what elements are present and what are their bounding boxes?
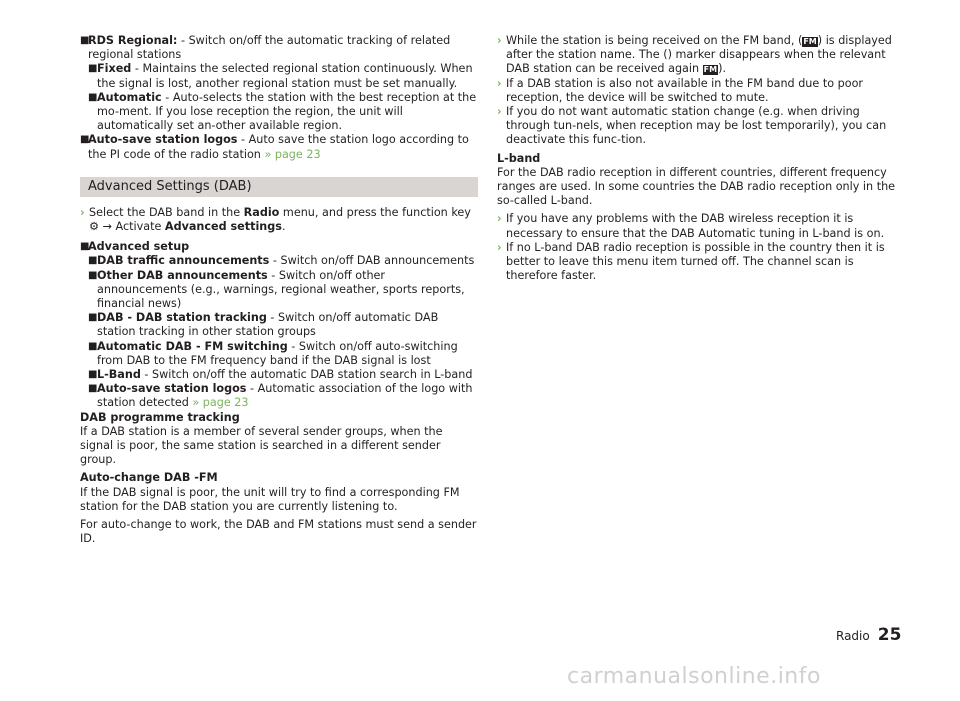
autochange-note: For auto-change to work, the DAB and FM stations must send a sender ID. — [80, 518, 477, 546]
instruction-step: › If you do not want automatic station change (e.g. when driving through tun-nels, when reception may be lost temporarily), you can deactivate this func-tion. — [497, 105, 887, 147]
list-item: ■ Auto-save station logos - Auto save the station logo according to the PI code of the radio station » page 23 — [80, 133, 469, 161]
arrow-icon: › — [497, 240, 502, 254]
instruction-step: › If a DAB station is also not available in the FM band due to poor reception, the device will be switched to mute. — [497, 76, 864, 104]
arrow-icon: › — [497, 105, 502, 119]
tracking-title: DAB programme tracking — [80, 410, 240, 424]
instruction-step: › If no L-band DAB radio reception is possible in the country then it is better to leave this menu item turned off. The channel scan is therefore faster. — [497, 240, 885, 283]
arrow-icon: › — [497, 34, 502, 47]
autochange-title: Auto-change DAB -FM — [80, 471, 218, 485]
autochange-text: If the DAB signal is poor, the unit will try to find a corresponding FM station for the DAB station you are currently listening to. — [80, 485, 460, 513]
watermark: carmanualsonline.info — [567, 664, 821, 689]
page-number: 25 — [877, 625, 902, 645]
list-item: ■ Automatic DAB - FM switching - Switch on/off auto-switching from DAB to the FM frequency band if the DAB signal is lost — [88, 339, 458, 367]
fm-icon: FM — [803, 37, 817, 46]
lband-text: For the DAB radio reception in different countries, different frequency ranges are used. In some countries the DAB radio reception only in the so-called L-band. — [497, 165, 896, 208]
list-item: ■ RDS Regional: - Switch on/off the automatic tracking of related regional stations — [80, 34, 451, 62]
arrow-icon: › — [497, 76, 502, 90]
page-footer — [836, 625, 902, 645]
left-column — [80, 34, 478, 547]
instruction-step: › Select the DAB band in the Radio menu, and press the function key ⚙ → Activate Advanced settings. — [80, 205, 471, 234]
right-column — [497, 34, 897, 283]
list-item: ■ Advanced setup — [80, 240, 190, 254]
list-item: ■ Other DAB announcements - Switch on/off other announcements (e.g., warnings, regional weather, sports reports, financial news) — [88, 268, 465, 311]
list-item: ■ Auto-save station logos - Automatic association of the logo with station detected » page 23 — [88, 382, 473, 410]
list-item: ■ L-Band - Switch on/off the automatic DAB station search in L-band — [88, 368, 473, 382]
section-title: Advanced Settings (DAB) — [80, 177, 478, 197]
instruction-step: › While the station is being received on the FM band, (FM) is displayed after the station name. The () marker disappears when the relevant DAB station can be received again FM). — [497, 34, 892, 76]
gear-icon: ⚙ — [89, 220, 100, 234]
list-item: ■ DAB traffic announcements - Switch on/off DAB announcements — [88, 254, 475, 268]
page-link[interactable]: » page 23 — [264, 147, 321, 161]
instruction-step: › If you have any problems with the DAB wireless reception it is necessary to ensure that the DAB Automatic tuning in L-band is on. — [497, 212, 885, 240]
list-item: ■ DAB - DAB station tracking - Switch on/off automatic DAB station tracking in other station groups — [88, 311, 439, 339]
section-name: Radio — [836, 629, 870, 643]
arrow-icon: › — [497, 212, 502, 226]
list-item: ■ Fixed - Maintains the selected regional station continuously. When the signal is lost, another regional station must be set manually. — [88, 62, 473, 90]
tracking-text: If a DAB station is a member of several sender groups, when the signal is poor, the same station is searched in a different sender group. — [80, 424, 443, 467]
list-item: ■ Automatic - Auto-selects the station with the best reception at the mo-ment. If you lose reception the region, the unit will automatically set an-other available region. — [88, 90, 477, 133]
page-link[interactable]: » page 23 — [192, 396, 249, 410]
arrow-icon: › — [80, 205, 85, 219]
lband-title: L-band — [497, 151, 541, 165]
fm-icon: FM — [703, 65, 718, 75]
